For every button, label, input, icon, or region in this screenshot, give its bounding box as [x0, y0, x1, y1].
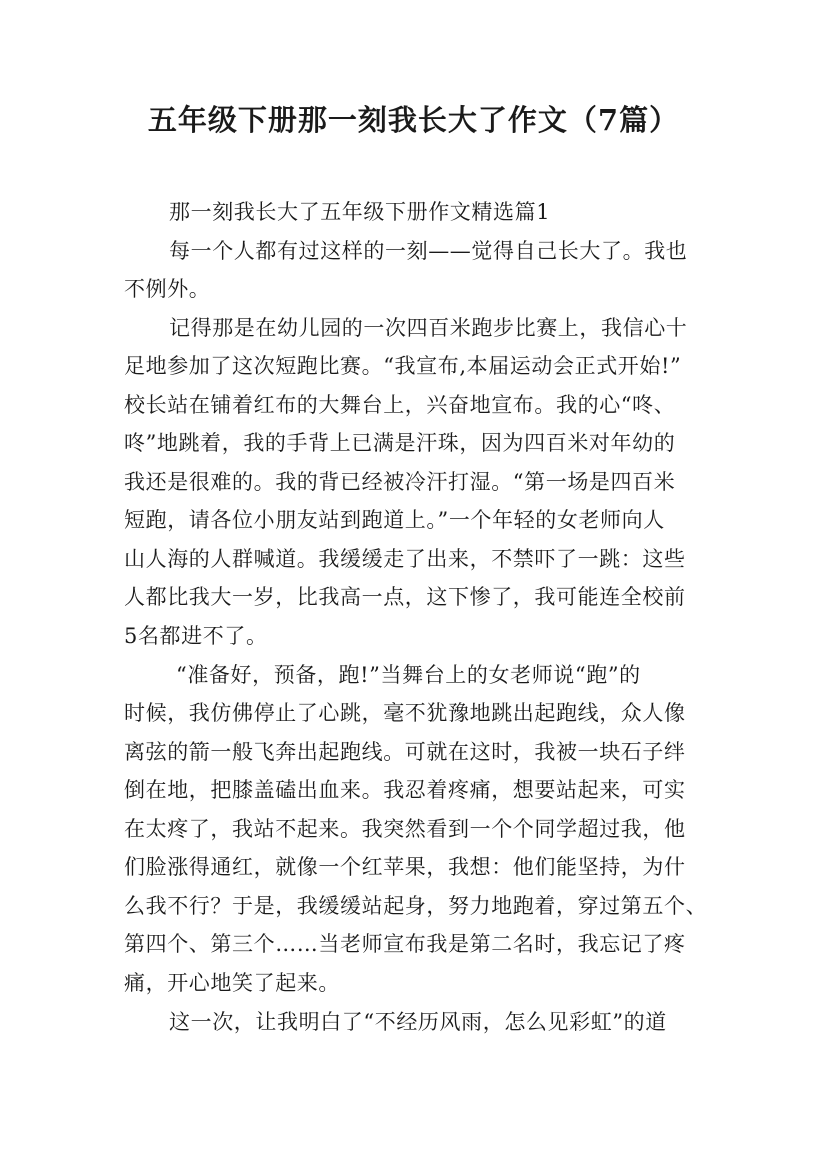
paragraph-line: 记得那是在幼儿园的一次四百米跑步比赛上，我信心十: [169, 316, 688, 340]
paragraph-line: 校长站在铺着红布的大舞台上，兴奋地宣布。我的心“咚、: [124, 393, 676, 417]
paragraph-line: 我还是很难的。我的背已经被冷汗打湿。“第一场是四百米: [124, 470, 676, 494]
paragraph-line: 短跑，请各位小朋友站到跑道上。”一个年轻的女老师向人: [124, 508, 665, 532]
paragraph-line: 每一个人都有过这样的一刻——觉得自己长大了。我也: [169, 239, 688, 263]
paragraph-line: 不例外。: [124, 277, 211, 301]
paragraph-line: 这一次，让我明白了“不经历风雨，怎么见彩虹”的道: [169, 1010, 667, 1034]
paragraph-line: 第四个、第三个……当老师宣布我是第二名时，我忘记了疼: [124, 932, 686, 956]
paragraph-line: 痛，开心地笑了起来。: [124, 971, 340, 995]
paragraph-line: 倒在地，把膝盖磕出血来。我忍着疼痛，想要站起来，可实: [124, 778, 686, 802]
paragraph-line: 们脸涨得通红，就像一个红苹果，我想：他们能坚持，为什: [124, 855, 686, 879]
paragraph-line: 5名都进不了。: [124, 624, 268, 648]
paragraph-line: 么我不行？于是，我缓缓站起身，努力地跑着，穿过第五个、: [124, 894, 708, 918]
document-title: 五年级下册那一刻我长大了作文（7篇）: [147, 103, 680, 137]
paragraph-line: 在太疼了，我站不起来。我突然看到一个个同学超过我，他: [124, 817, 686, 841]
paragraph-line: 离弦的箭一般飞奔出起跑线。可就在这时，我被一块石子绊: [124, 740, 686, 764]
paragraph-line: 足地参加了这次短跑比赛。“我宣布,本届运动会正式开始!”: [124, 354, 682, 378]
paragraph-line: 咚”地跳着，我的手背上已满是汗珠，因为四百米对年幼的: [124, 431, 676, 455]
paragraph-line: “准备好，预备，跑!”当舞台上的女老师说“跑”的: [176, 663, 641, 687]
paragraph-line: 山人海的人群喊道。我缓缓走了出来，不禁吓了一跳：这些: [124, 547, 686, 571]
paragraph-line: 时候，我仿佛停止了心跳，毫不犹豫地跳出起跑线，众人像: [124, 701, 686, 725]
section-heading: 那一刻我长大了五年级下册作文精选篇1: [169, 200, 551, 224]
paragraph-line: 人都比我大一岁，比我高一点，这下惨了，我可能连全校前: [124, 585, 686, 609]
